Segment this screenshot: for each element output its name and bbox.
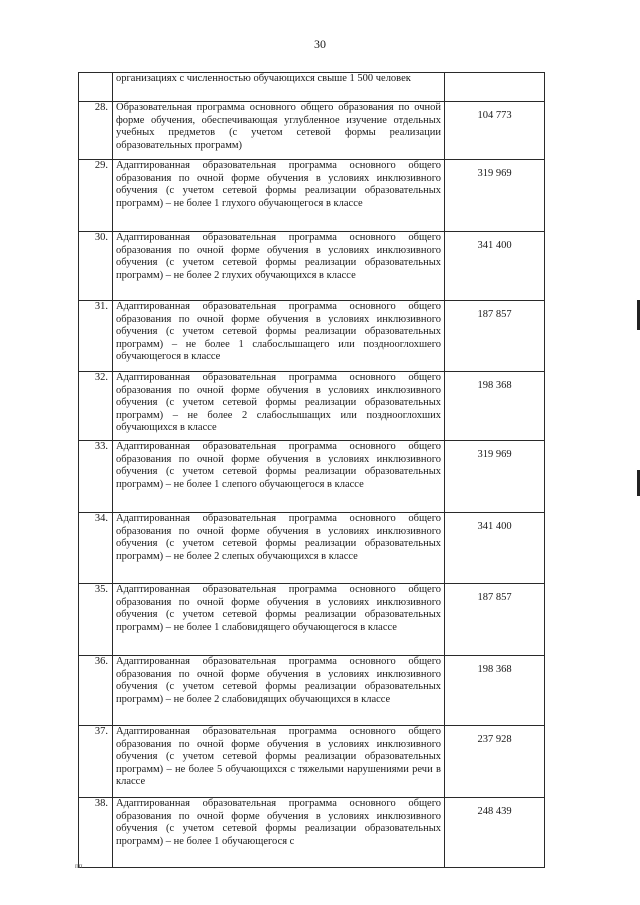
table-row xyxy=(79,372,545,441)
program-description: Адаптированная образовательная программа основного общего образования по очной форме обучения в условиях инклюзивного обучения (с учетом сетевой формы реализации образовательных программ) – не более 2 слабовидящих обучающихся в классе xyxy=(113,656,445,726)
program-description: Адаптированная образовательная программа основного общего образования по очной форме обучения в условиях инклюзивного обучения (с учетом сетевой формы реализации образовательных программ) – не более 5 обучающихся с тяжелыми нарушениями речи в классе xyxy=(113,726,445,798)
normative-value: 341 400 xyxy=(445,513,545,584)
table-row xyxy=(79,301,545,372)
page-number: 30 xyxy=(314,37,326,51)
table-row xyxy=(79,160,545,232)
table-row xyxy=(79,441,545,513)
normative-value: 198 368 xyxy=(445,656,545,726)
table-row xyxy=(79,73,545,102)
row-number xyxy=(79,73,113,102)
tariff-table xyxy=(78,72,545,868)
program-description: Адаптированная образовательная программа основного общего образования по очной форме обучения в условиях инклюзивного обучения (с учетом сетевой формы реализации образовательных программ) – не более 2 слепых обучающихся в классе xyxy=(113,513,445,584)
program-description: организациях с численностью обучающихся свыше 1 500 человек xyxy=(113,73,445,102)
program-description: Адаптированная образовательная программа основного общего образования по очной форме обучения в условиях инклюзивного обучения (с учетом сетевой формы реализации образовательных программ) – не более 1 слабослышащего или позднооглохшего обучающегося в классе xyxy=(113,301,445,372)
program-description: Адаптированная образовательная программа основного общего образования по очной форме обучения в условиях инклюзивного обучения (с учетом сетевой формы реализации образовательных программ) – не более 1 глухого обучающегося в классе xyxy=(113,160,445,232)
normative-value xyxy=(445,73,545,102)
program-description: Образовательная программа основного общего образования по очной форме обучения, обеспечивающая углубленное изучение отдельных учебных предметов (с учетом сетевой формы реализации образовательных программ) xyxy=(113,102,445,160)
normative-value: 104 773 xyxy=(445,102,545,160)
row-number: 31. xyxy=(79,301,113,372)
normative-value: 198 368 xyxy=(445,372,545,441)
normative-value: 248 439 xyxy=(445,798,545,868)
row-number: 33. xyxy=(79,441,113,513)
row-number: 30. xyxy=(79,232,113,301)
normative-value: 341 400 xyxy=(445,232,545,301)
row-number: 29. xyxy=(79,160,113,232)
table-row xyxy=(79,656,545,726)
program-description: Адаптированная образовательная программа основного общего образования по очной форме обучения в условиях инклюзивного обучения (с учетом сетевой формы реализации образовательных программ) – не более 1 слепого обучающегося в классе xyxy=(113,441,445,513)
program-description: Адаптированная образовательная программа основного общего образования по очной форме обучения в условиях инклюзивного обучения (с учетом сетевой формы реализации образовательных программ) – не более 2 слабослышащих или позднооглохших обучающихся в классе xyxy=(113,372,445,441)
normative-value: 237 928 xyxy=(445,726,545,798)
program-description: Адаптированная образовательная программа основного общего образования по очной форме обучения в условиях инклюзивного обучения (с учетом сетевой формы реализации образовательных программ) – не более 1 слабовидящего обучающегося в классе xyxy=(113,584,445,656)
table-body xyxy=(79,73,545,868)
row-number: 37. xyxy=(79,726,113,798)
table-row xyxy=(79,232,545,301)
table-row xyxy=(79,513,545,584)
row-number: 34. xyxy=(79,513,113,584)
row-number: 28. xyxy=(79,102,113,160)
footer-mark: пп xyxy=(75,862,83,870)
table-row xyxy=(79,726,545,798)
row-number: 32. xyxy=(79,372,113,441)
row-number: 35. xyxy=(79,584,113,656)
normative-value: 187 857 xyxy=(445,301,545,372)
normative-value: 187 857 xyxy=(445,584,545,656)
normative-value: 319 969 xyxy=(445,160,545,232)
program-description: Адаптированная образовательная программа основного общего образования по очной форме обучения в условиях инклюзивного обучения (с учетом сетевой формы реализации образовательных программ) – не более 1 обучающегося с xyxy=(113,798,445,868)
row-number: 38. xyxy=(79,798,113,868)
table-row xyxy=(79,102,545,160)
program-description: Адаптированная образовательная программа основного общего образования по очной форме обучения в условиях инклюзивного обучения (с учетом сетевой формы реализации образовательных программ) – не более 2 глухих обучающихся в классе xyxy=(113,232,445,301)
table-row xyxy=(79,798,545,868)
row-number: 36. xyxy=(79,656,113,726)
normative-value: 319 969 xyxy=(445,441,545,513)
table-row xyxy=(79,584,545,656)
